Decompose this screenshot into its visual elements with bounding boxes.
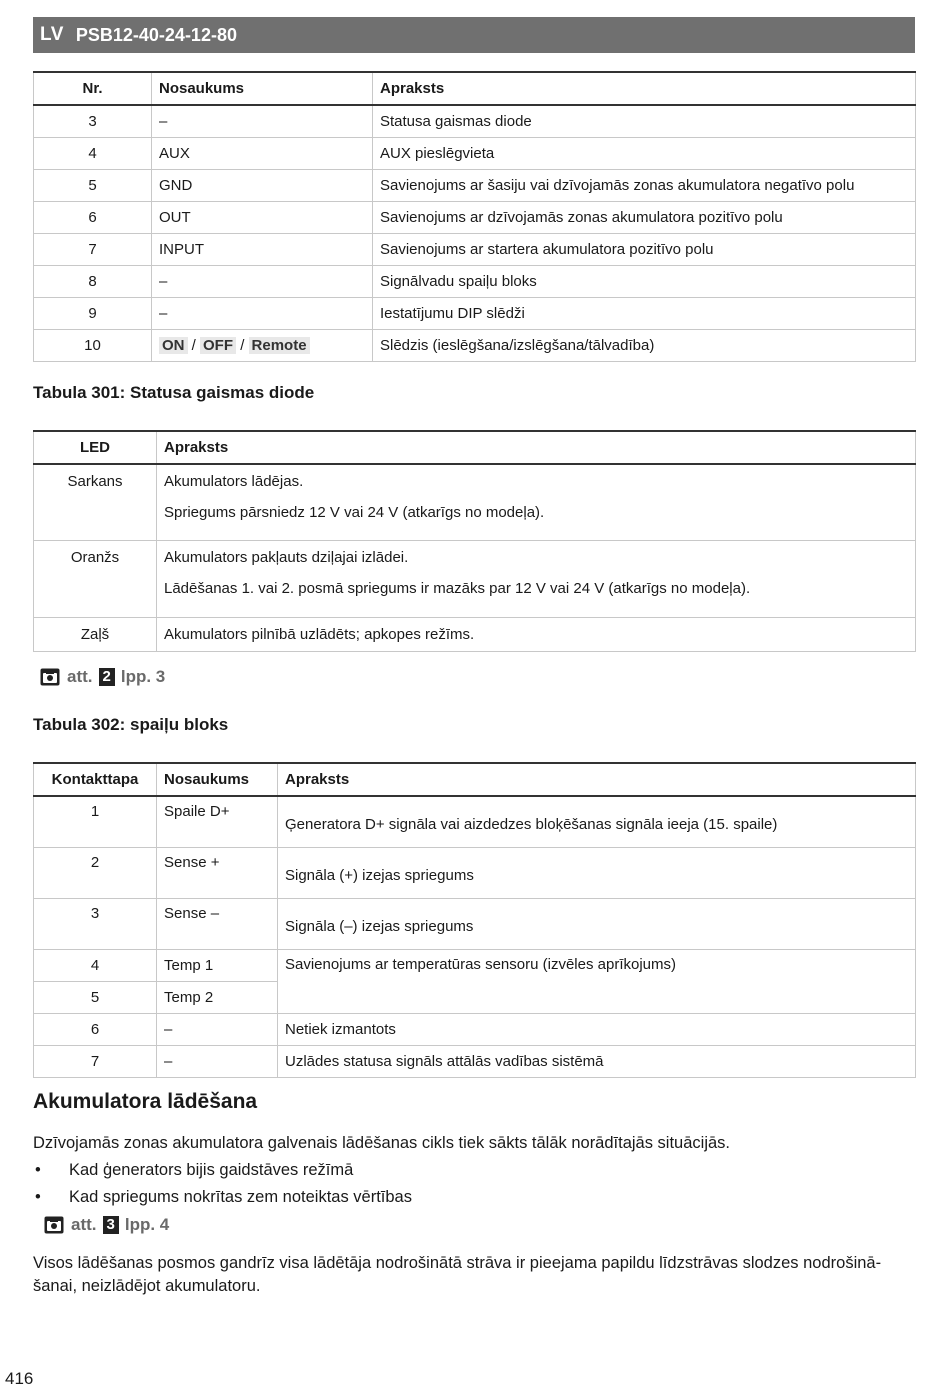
table-row (34, 265, 916, 297)
figure-label: att. (67, 667, 93, 686)
closing-paragraph: Visos lādēšanas posmos gandrīz visa lādētāja nodrošinātā strāva ir pieejama papildu līdzstrāvas slodzes nodrošināšanai, neizlādējot akumulatoru. (33, 1254, 882, 1295)
row-name: AUX (152, 137, 373, 169)
pin-number: 4 (34, 949, 157, 981)
pin-number: 7 (34, 1045, 157, 1077)
pin-name: Spaile D+ (157, 796, 278, 847)
figure-label: att. (71, 1215, 97, 1234)
pin-description: Uzlādes statusa signāls attālās vadības sistēmā (278, 1045, 916, 1077)
pin-description: Signāla (–) izejas spriegums (278, 898, 916, 949)
model-number: PSB12-40-24-12-80 (75, 24, 237, 45)
page-reference: lpp. 3 (120, 667, 166, 686)
camera-icon (44, 1216, 64, 1234)
remote-label: Remote (249, 337, 310, 354)
led-description (157, 464, 916, 540)
row-description: Savienojums ar šasiju vai dzīvojamās zonas akumulatora negatīvo polu (373, 169, 916, 201)
figure-reference[interactable] (44, 1215, 169, 1235)
pin-description: Ģeneratora D+ signāla vai aizdedzes bloķēšanas signāla ieeja (15. spaile) (278, 796, 916, 847)
table-row (34, 847, 916, 898)
column-header-name: Nosaukums (157, 763, 278, 796)
table-header-row (34, 72, 916, 105)
figure-number: 2 (99, 668, 115, 686)
row-number: 3 (34, 105, 152, 137)
row-number: 4 (34, 137, 152, 169)
row-description: Iestatījumu DIP slēdži (373, 297, 916, 329)
table-row (34, 233, 916, 265)
table-caption-301: Tabula 301: Statusa gaismas diode (33, 383, 315, 402)
led-color: Sarkans (34, 464, 157, 540)
description-line: Spriegums pārsniedz 12 V vai 24 V (atkarīgs no modeļa). (164, 504, 545, 521)
pin-name: – (157, 1013, 278, 1045)
description-line: Akumulators lādējas. (164, 473, 304, 490)
column-header-description: Apraksts (373, 72, 916, 105)
pin-description: Savienojums ar temperatūras sensoru (izvēles aprīkojums) (278, 949, 916, 1013)
led-description (157, 540, 916, 617)
row-name: GND (152, 169, 373, 201)
list-item: • Kad spriegums nokrītas zem noteiktas vērtības (33, 1184, 412, 1211)
pin-number: 1 (34, 796, 157, 847)
column-header-led: LED (34, 431, 157, 464)
figure-reference[interactable] (40, 667, 165, 687)
column-header-description: Apraksts (278, 763, 916, 796)
table-row (34, 949, 916, 981)
pin-name: Temp 1 (157, 949, 278, 981)
intro-paragraph: Dzīvojamās zonas akumulatora galvenais lādēšanas cikls tiek sākts tālāk norādītajās situācijās. (33, 1134, 731, 1152)
pin-name: Sense + (157, 847, 278, 898)
pin-number: 3 (34, 898, 157, 949)
description-line: Akumulators pilnībā uzlādēts; apkopes režīms. (164, 625, 475, 643)
led-color: Zaļš (34, 617, 157, 651)
row-number: 5 (34, 169, 152, 201)
pin-description: Signāla (+) izejas spriegums (278, 847, 916, 898)
table-row (34, 169, 916, 201)
row-number: 6 (34, 201, 152, 233)
row-name: OUT (152, 201, 373, 233)
terminal-block-table (33, 762, 916, 1078)
column-header-nr: Nr. (34, 72, 152, 105)
table-row (34, 540, 916, 617)
pin-number: 6 (34, 1013, 157, 1045)
column-header-name: Nosaukums (152, 72, 373, 105)
separator: / (191, 336, 196, 354)
row-number: 7 (34, 233, 152, 265)
table-row (34, 297, 916, 329)
row-name (152, 329, 373, 361)
description-line: Lādēšanas 1. vai 2. posmā spriegums ir mazāks par 12 V vai 24 V (atkarīgs no modeļa). (164, 579, 751, 597)
page-reference: lpp. 4 (124, 1215, 170, 1234)
on-label: ON (159, 337, 188, 354)
language-code: LV (40, 24, 64, 45)
table-caption-302: Tabula 302: spaiļu bloks (33, 715, 229, 734)
section-title: Akumulatora lādēšana (33, 1090, 258, 1113)
list-item: • Kad ģenerators bijis gaidstāves režīmā (33, 1157, 412, 1184)
pin-name: Temp 2 (157, 981, 278, 1013)
row-name: INPUT (152, 233, 373, 265)
led-description (157, 617, 916, 651)
table-header-row (34, 763, 916, 796)
figure-number: 3 (103, 1216, 119, 1234)
page-header (33, 17, 915, 53)
table-row (34, 1013, 916, 1045)
pin-description: Netiek izmantots (278, 1013, 916, 1045)
connections-table (33, 71, 916, 362)
table-row (34, 329, 916, 361)
table-row (34, 464, 916, 540)
row-name: – (152, 105, 373, 137)
column-header-pin: Kontakttapa (34, 763, 157, 796)
row-description: Statusa gaismas diode (373, 105, 916, 137)
row-description: Savienojums ar startera akumulatora pozitīvo polu (373, 233, 916, 265)
bullet-list (33, 1157, 412, 1211)
row-number: 9 (34, 297, 152, 329)
pin-name: Sense – (157, 898, 278, 949)
table-row (34, 201, 916, 233)
row-description: AUX pieslēgvieta (373, 137, 916, 169)
table-row (34, 137, 916, 169)
row-name: – (152, 265, 373, 297)
table-row (34, 105, 916, 137)
description-line: Akumulators pakļauts dziļajai izlādei. (164, 548, 409, 566)
pin-number: 5 (34, 981, 157, 1013)
separator: / (240, 336, 245, 354)
led-status-table (33, 430, 916, 652)
row-number: 8 (34, 265, 152, 297)
off-label: OFF (200, 337, 236, 354)
led-color: Oranžs (34, 540, 157, 617)
row-description: Signālvadu spaiļu bloks (373, 265, 916, 297)
table-row (34, 898, 916, 949)
page-number: 416 (5, 1369, 34, 1388)
row-number: 10 (34, 329, 152, 361)
pin-name: – (157, 1045, 278, 1077)
pin-number: 2 (34, 847, 157, 898)
table-row (34, 1045, 916, 1077)
row-name: – (152, 297, 373, 329)
column-header-description: Apraksts (157, 431, 916, 464)
row-description: Slēdzis (ieslēgšana/izslēgšana/tālvadība) (373, 329, 916, 361)
table-row (34, 617, 916, 651)
row-description: Savienojums ar dzīvojamās zonas akumulatora pozitīvo polu (373, 201, 916, 233)
table-header-row (34, 431, 916, 464)
camera-icon (40, 668, 60, 686)
table-row (34, 796, 916, 847)
